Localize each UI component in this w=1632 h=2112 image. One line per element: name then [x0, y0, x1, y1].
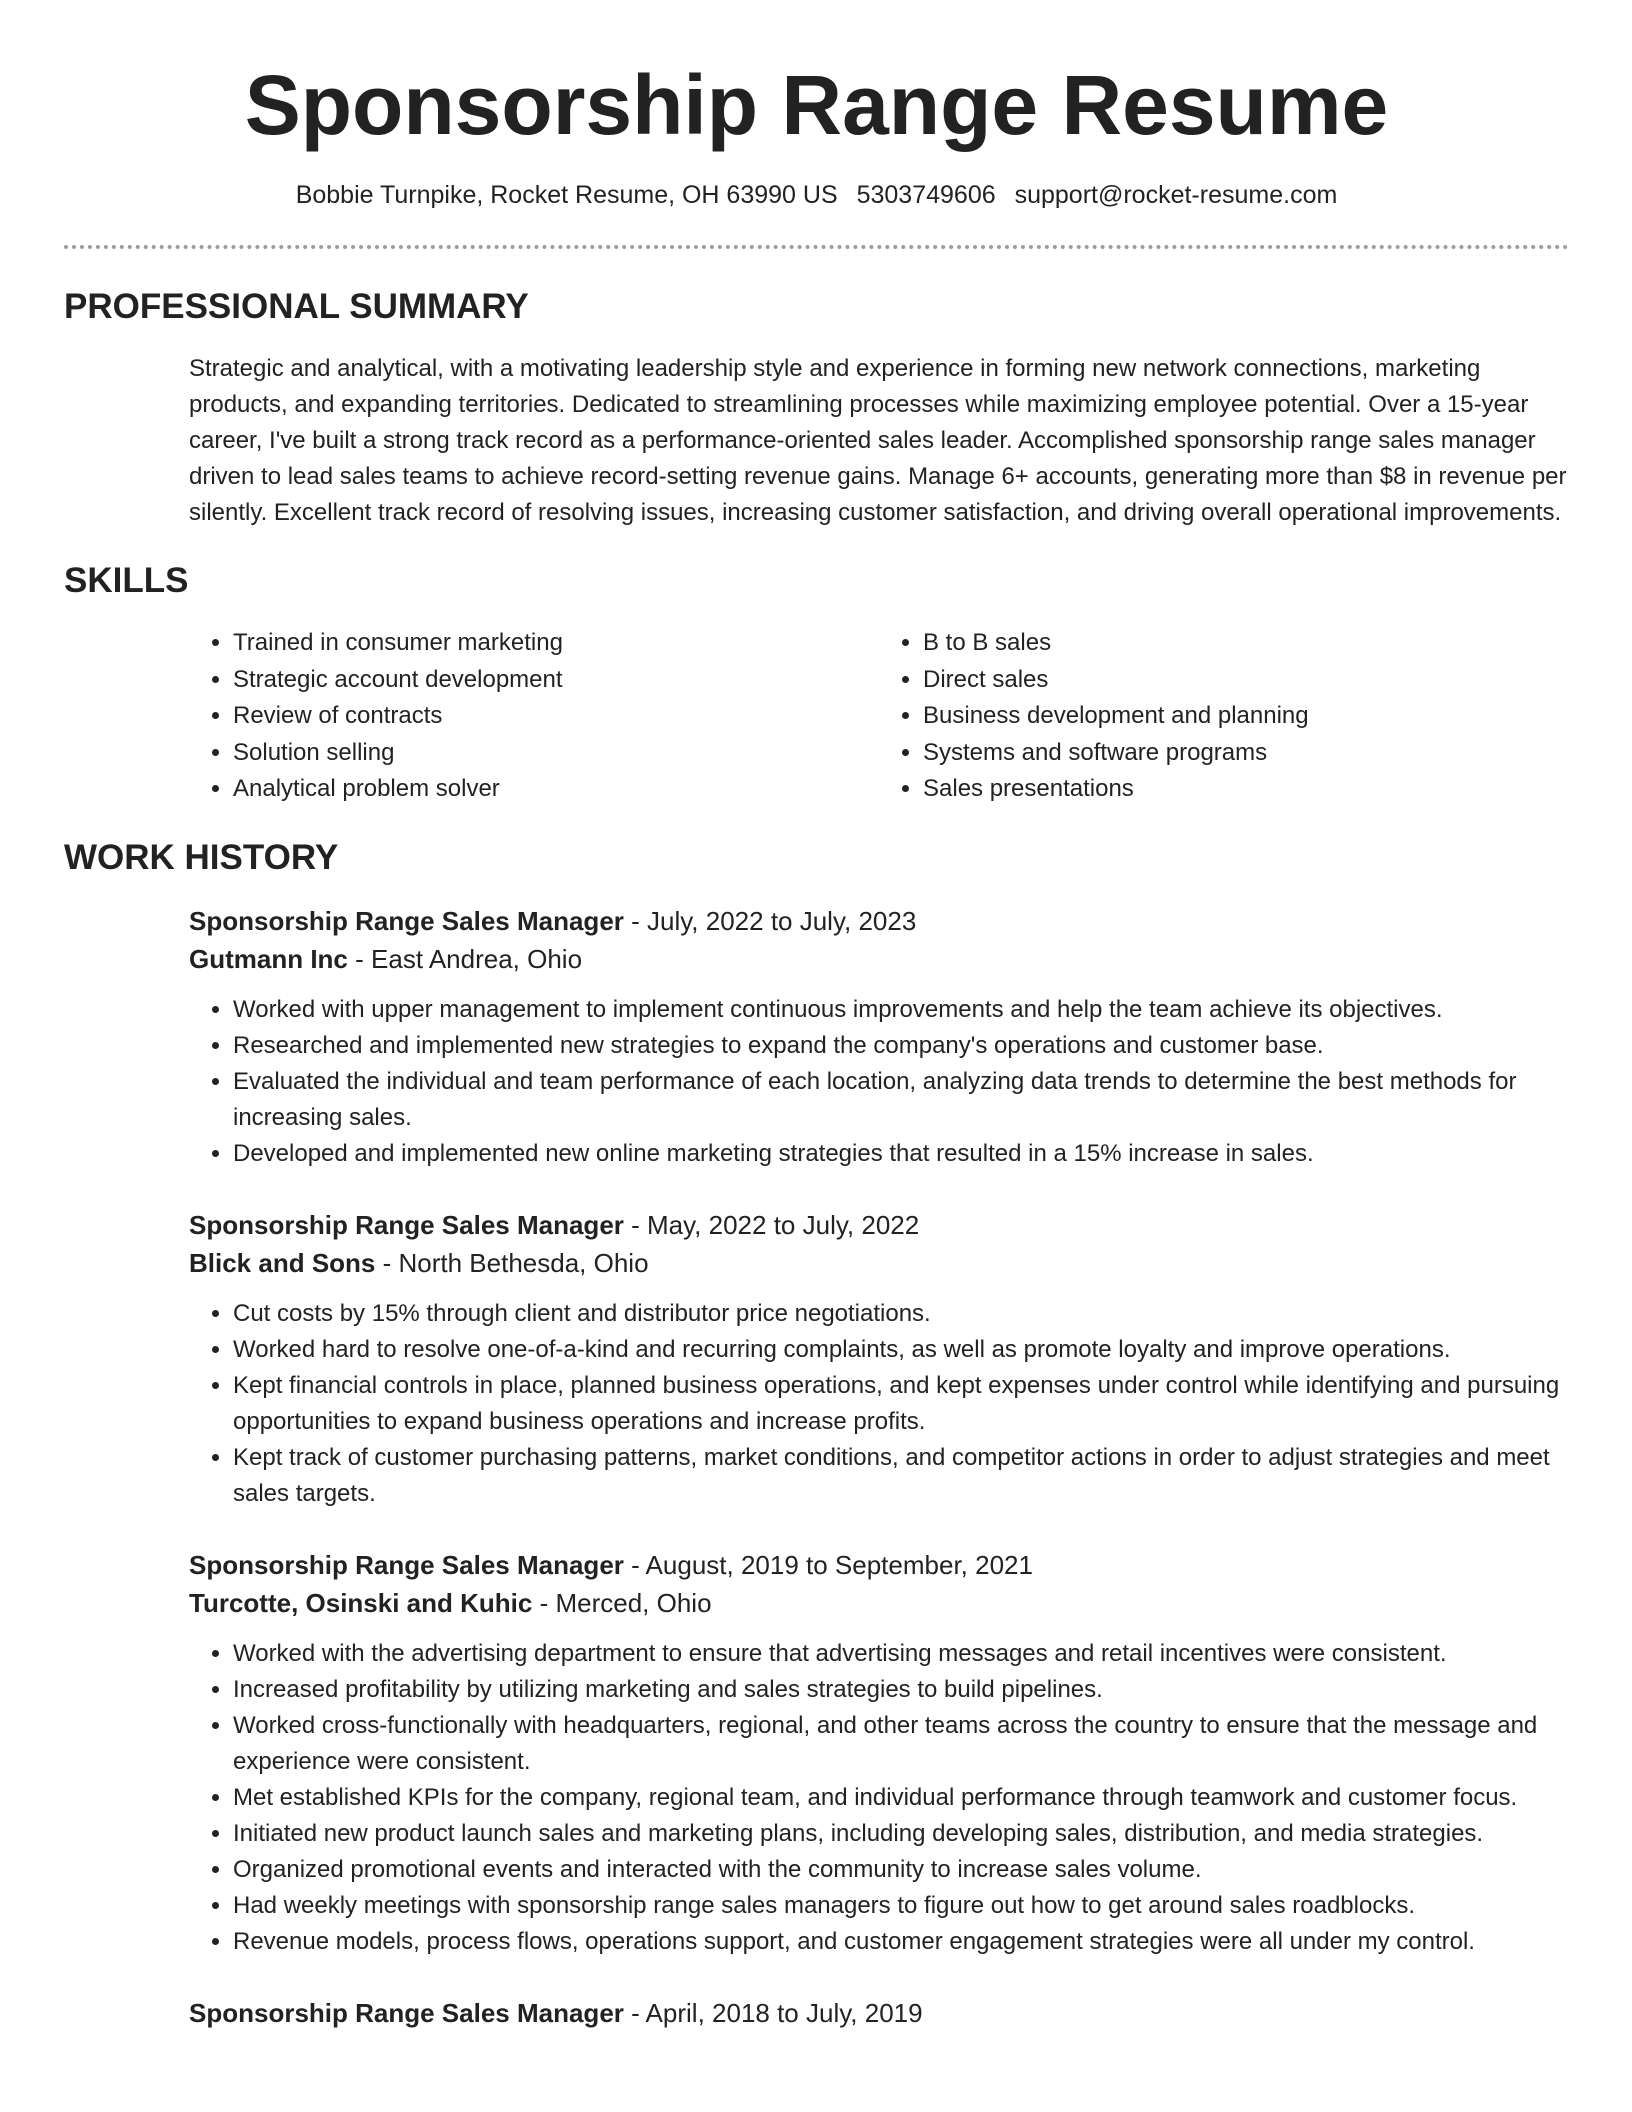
job-entry — [189, 902, 1569, 1172]
job-dates: - August, 2019 to September, 2021 — [623, 1549, 1033, 1580]
skills-section — [64, 559, 1569, 808]
summary-section — [64, 285, 1569, 531]
job-bullet: • Initiated new product launch sales and marketing plans, including developing sales, distribution, and media strategies. — [233, 1816, 1569, 1852]
job-title-line — [189, 1206, 1569, 1244]
skills-heading: SKILLS — [64, 561, 189, 600]
contact-phone: 5303749606 — [856, 181, 996, 209]
job-bullet: • Worked hard to resolve one-of-a-kind and recurring complaints, as well as promote loyalty and improve operations. — [233, 1332, 1569, 1368]
job-dates: - April, 2018 to July, 2019 — [623, 1997, 923, 2028]
job-title: Sponsorship Range Sales Manager — [189, 1209, 624, 1240]
job-company-line — [189, 1244, 1569, 1282]
job-company: Turcotte, Osinski and Kuhic — [189, 1587, 533, 1618]
job-bullets — [189, 1296, 1569, 1512]
skill-item: • Strategic account development — [233, 662, 879, 699]
job-bullet: • Cut costs by 15% through client and distributor price negotiations. — [233, 1296, 1569, 1332]
skills-grid — [189, 625, 1569, 808]
resume-title: Sponsorship Range Resume — [244, 58, 1389, 152]
summary-text: Strategic and analytical, with a motivating leadership style and experience in forming new network connections, marketing products, and expanding territories. Dedicated to streamlining processes while maximizing employee potential. Over a 15-year career, I've built a strong track record as a performance-oriented sales leader. Accomplished sponsorship range sales manager driven to lead sales teams to achieve record-setting revenue gains. Manage 6+ accounts, generating more than $8 in revenue per silently. Excellent track record of resolving issues, increasing customer satisfaction, and driving overall operational improvements. — [189, 355, 1567, 526]
contact-email[interactable]: support@rocket-resume.com — [1014, 181, 1338, 209]
job-title: Sponsorship Range Sales Manager — [189, 1997, 624, 2028]
job-bullet: • Revenue models, process flows, operations support, and customer engagement strategies were all under my control. — [233, 1924, 1569, 1960]
job-title-line — [189, 1994, 1569, 2032]
skill-item: • Sales presentations — [923, 771, 1569, 808]
job-bullet: • Researched and implemented new strategies to expand the company's operations and customer base. — [233, 1028, 1569, 1064]
skills-list-right — [879, 625, 1569, 808]
job-dates: - July, 2022 to July, 2023 — [623, 905, 917, 936]
skill-item: • Systems and software programs — [923, 735, 1569, 772]
skill-item: • Review of contracts — [233, 698, 879, 735]
job-bullet: • Kept track of customer purchasing patterns, market conditions, and competitor actions in order to adjust strategies and meet sales targets. — [233, 1440, 1569, 1512]
job-bullet: • Developed and implemented new online marketing strategies that resulted in a 15% increase in sales. — [233, 1136, 1569, 1172]
job-title-line — [189, 1546, 1569, 1584]
job-location: - North Bethesda, Ohio — [375, 1247, 649, 1278]
job-bullet: • Worked with the advertising department to ensure that advertising messages and retail incentives were consistent. — [233, 1636, 1569, 1672]
job-location: - Merced, Ohio — [532, 1587, 712, 1618]
job-company: Gutmann Inc — [189, 943, 348, 974]
resume-page — [64, 0, 1569, 2032]
job-bullet: • Had weekly meetings with sponsorship range sales managers to figure out how to get around sales roadblocks. — [233, 1888, 1569, 1924]
job-title: Sponsorship Range Sales Manager — [189, 905, 624, 936]
job-title: Sponsorship Range Sales Manager — [189, 1549, 624, 1580]
job-location: - East Andrea, Ohio — [347, 943, 583, 974]
skill-item: • Trained in consumer marketing — [233, 625, 879, 662]
job-bullet: • Increased profitability by utilizing marketing and sales strategies to build pipelines. — [233, 1672, 1569, 1708]
contact-line — [64, 179, 1569, 211]
summary-heading: PROFESSIONAL SUMMARY — [64, 287, 529, 326]
job-company-line — [189, 1584, 1569, 1622]
contact-address: Bobbie Turnpike, Rocket Resume, OH 63990 US — [295, 181, 838, 209]
job-bullet: • Organized promotional events and interacted with the community to increase sales volume. — [233, 1852, 1569, 1888]
skill-item: • Solution selling — [233, 735, 879, 772]
job-entry — [189, 1206, 1569, 1512]
work-heading: WORK HISTORY — [64, 837, 339, 877]
job-bullet: • Met established KPIs for the company, regional team, and individual performance through teamwork and customer focus. — [233, 1780, 1569, 1816]
job-entry — [189, 1546, 1569, 1960]
job-entry — [189, 1994, 1569, 2032]
skill-item: • Business development and planning — [923, 698, 1569, 735]
skill-item: • Analytical problem solver — [233, 771, 879, 808]
job-bullets — [189, 1636, 1569, 1960]
job-bullet: • Worked with upper management to implement continuous improvements and help the team achieve its objectives. — [233, 992, 1569, 1028]
job-bullets — [189, 992, 1569, 1172]
job-bullet: • Evaluated the individual and team performance of each location, analyzing data trends to determine the best methods for increasing sales. — [233, 1064, 1569, 1136]
skills-list-left — [189, 625, 879, 808]
work-section — [64, 836, 1569, 2032]
job-bullet: • Worked cross-functionally with headquarters, regional, and other teams across the country to ensure that the message and experience were consistent. — [233, 1708, 1569, 1780]
job-title-line — [189, 902, 1569, 940]
job-company: Blick and Sons — [189, 1247, 376, 1278]
skill-item: • B to B sales — [923, 625, 1569, 662]
job-bullet: • Kept financial controls in place, planned business operations, and kept expenses under control while identifying and pursuing opportunities to expand business operations and increase profits. — [233, 1368, 1569, 1440]
header-divider — [64, 245, 1569, 249]
job-dates: - May, 2022 to July, 2022 — [623, 1209, 920, 1240]
job-company-line — [189, 940, 1569, 978]
skill-item: • Direct sales — [923, 662, 1569, 699]
